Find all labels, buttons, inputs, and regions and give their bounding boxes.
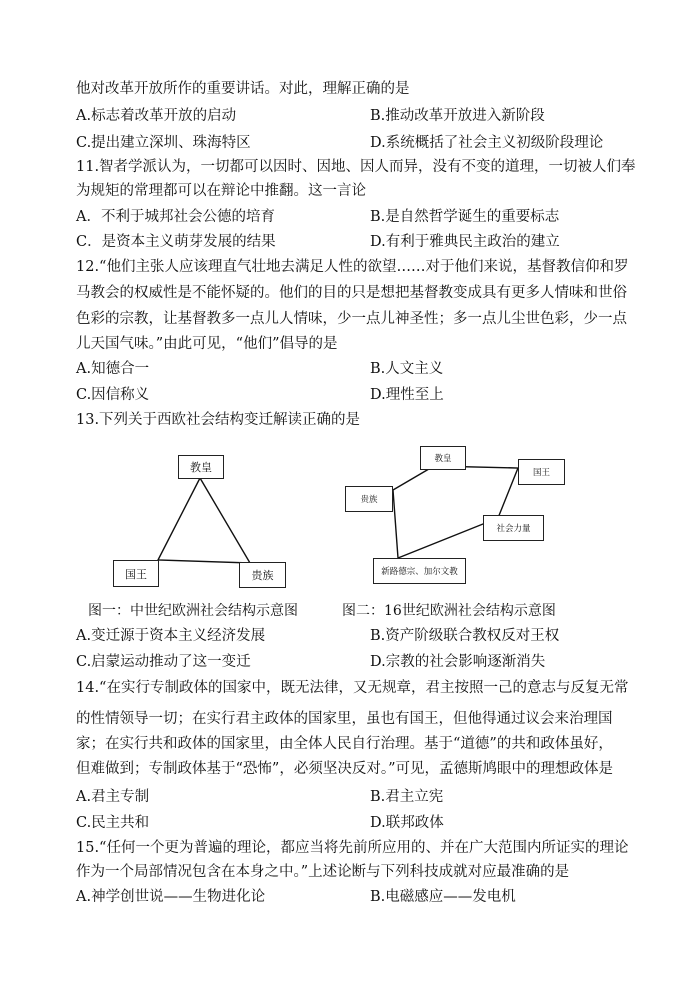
- figure2-polygon: [393, 466, 518, 558]
- q15-option-a: A.神学创世说——生物进化论: [76, 889, 266, 905]
- q13-option-d: D.宗教的社会影响逐渐消失: [370, 654, 546, 670]
- figure1-node-nobles: 贵族: [239, 562, 286, 588]
- q13-option-a: A.变迁源于资本主义经济发展: [76, 628, 266, 644]
- q12-option-c: C.因信称义: [76, 387, 150, 403]
- figure2-node-social-forces: 社会力量: [483, 515, 544, 541]
- figure1-node-king: 国王: [113, 560, 159, 587]
- q11-option-d: D.有利于雅典民主政治的建立: [370, 234, 560, 250]
- q13-stem: 13.下列关于西欧社会结构变迁解读正确的是: [76, 412, 361, 428]
- q12-stem-line-2: 马教会的权威性是不能怀疑的。他们的目的只是想把基督教变成具有更多人情味和世俗: [76, 285, 627, 301]
- figure1-node-pope: 教皇: [178, 455, 224, 479]
- q12-stem-line-1: 12.“他们主张人应该理直气壮地去满足人性的欲望……对于他们来说，基督教信仰和罗: [76, 259, 629, 275]
- q12-stem-line-4: 儿天国气味。”由此可见，“他们”倡导的是: [76, 336, 338, 352]
- figure2-node-protestants: 新路德宗、加尔文教: [373, 558, 466, 584]
- q14-option-c: C.民主共和: [76, 815, 150, 831]
- q14-stem-line-4: 但难做到；专制政体基于“恐怖”，必须坚决反对。”可见，孟德斯鸠眼中的理想政体是: [76, 761, 613, 777]
- q10-option-a: A.标志着改革开放的启动: [76, 108, 237, 124]
- q11-stem-line-1: 11.智者学派认为，一切都可以因时、因地、因人而异，没有不变的道理，一切被人们奉: [76, 159, 636, 175]
- question-10-stem-end: 他对改革开放所作的重要讲话。对此，理解正确的是: [76, 81, 410, 97]
- q11-option-b: B.是自然哲学诞生的重要标志: [370, 209, 560, 225]
- q12-option-a: A.知德合一: [76, 361, 150, 377]
- figure1-triangle: [158, 478, 250, 563]
- q12-stem-line-3: 色彩的宗教，让基督教多一点儿人情味，少一点儿神圣性；多一点儿尘世色彩，少一点: [76, 311, 627, 327]
- q15-option-b: B.电磁感应——发电机: [370, 889, 516, 905]
- q14-option-d: D.联邦政体: [370, 815, 444, 831]
- figure1-caption: 图一：中世纪欧洲社会结构示意图: [88, 603, 298, 619]
- q10-option-c: C.提出建立深圳、珠海特区: [76, 135, 251, 151]
- figure2-caption: 图二：16世纪欧洲社会结构示意图: [342, 603, 556, 619]
- figure2-node-nobles: 贵族: [345, 486, 393, 512]
- q15-stem-line-2: 作为一个局部情况包含在本身之中。”上述论断与下列科技成就对应最准确的是: [76, 864, 570, 880]
- q11-option-a: A．不利于城邦社会公德的培育: [76, 209, 275, 225]
- q11-option-c: C．是资本主义萌芽发展的结果: [76, 234, 276, 250]
- q15-stem-line-1: 15.“任何一个更为普遍的理论，都应当将先前所应用的、并在广大范围内所证实的理论: [76, 840, 629, 856]
- q12-option-b: B.人文主义: [370, 361, 444, 377]
- q14-option-a: A.君主专制: [76, 789, 150, 805]
- q14-stem-line-3: 家；在实行共和政体的国家里，由全体人民自行治理。基于“道德”的共和政体虽好，: [76, 736, 613, 752]
- q14-stem-line-2: 的性情领导一切；在实行君主政体的国家里，虽也有国王，但他得通过议会来治理国: [76, 711, 613, 727]
- q12-option-d: D.理性至上: [370, 387, 444, 403]
- q10-option-b: B.推动改革开放进入新阶段: [370, 108, 545, 124]
- q14-stem-line-1: 14.“在实行专制政体的国家中，既无法律，又无规章，君主按照一己的意志与反复无常: [76, 680, 629, 696]
- figure2-node-pope: 教皇: [420, 446, 466, 470]
- figure2-node-king: 国王: [518, 459, 565, 485]
- q14-option-b: B.君主立宪: [370, 789, 444, 805]
- q10-option-d: D.系统概括了社会主义初级阶段理论: [370, 135, 604, 151]
- q13-option-b: B.资产阶级联合教权反对王权: [370, 628, 560, 644]
- q11-stem-line-2: 为规矩的常理都可以在辩论中推翻。这一言论: [76, 183, 366, 199]
- q13-option-c: C.启蒙运动推动了这一变迁: [76, 654, 251, 670]
